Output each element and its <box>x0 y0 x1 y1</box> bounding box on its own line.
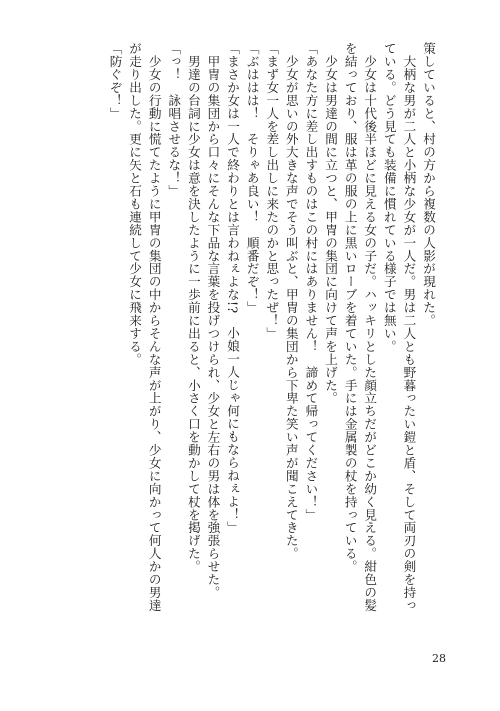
text-line: 策していると、村の方から複数の人影が現れた。 <box>421 42 436 327</box>
text-line: が走り出した。更に矢と石も連続して少女に飛来する。 <box>127 42 143 366</box>
text-line: 甲冑の集団から口々にそんな下品な言葉を投げつけられ、少女と左右の男は体を強張らせた。 <box>205 42 221 599</box>
text-line: ている。どう見ても装備に慣れている様子では無い。 <box>381 42 397 353</box>
text-line: 少女は十代後半ほどに見える女の子だ。ハッキリとした顔立ちだがどこか幼く見える。紺色の髪 <box>362 42 378 612</box>
text-line: 大柄な男が二人と小柄な少女が一人だ。男は二人とも野暮ったい鎧と盾、そして両刃の剣を持っ <box>401 42 417 612</box>
text-line: 男達の台詞に少女は意を決したように一歩前に出ると、小さく口を動かして杖を掲げた。 <box>185 42 201 573</box>
text-line: 「っ！ 詠唱させるな！」 <box>166 42 182 198</box>
text-line: 「あなた方に差し出すものはこの村にはありません！ 諦めて帰ってください！」 <box>303 42 319 522</box>
text-line: 少女の行動に慌てたように甲冑の集団の中からそんな声が上がり、少女に向かって何人かの男達 <box>146 42 162 612</box>
text-line: 少女は男達の間に立つと、甲冑の集団に向けて声を上げた。 <box>323 42 339 405</box>
text-line: 「まさか女は一人で終わりとは言わねぇよな!? 小娘一人じゃ何にもならねぇよ！」 <box>225 42 241 534</box>
text-line: 少女が思いの外大きな声でそう叫ぶと、甲冑の集団から下卑た笑い声が聞こえてきた。 <box>283 42 299 560</box>
text-line: 「ぶははは！ そりゃあ良い！ 順番だぞ！」 <box>244 42 260 314</box>
page-number: 28 <box>432 652 446 665</box>
text-line: を結っており、服は革の服の上に黒いローブを着ていた。手には金属製の杖を持っている。 <box>342 42 358 573</box>
text-line: 「防ぐぞ！」 <box>107 42 123 120</box>
vertical-text-body <box>105 42 438 642</box>
text-line: 「まず女一人を差し出しに来たのかと思ったぜ！」 <box>264 42 280 340</box>
